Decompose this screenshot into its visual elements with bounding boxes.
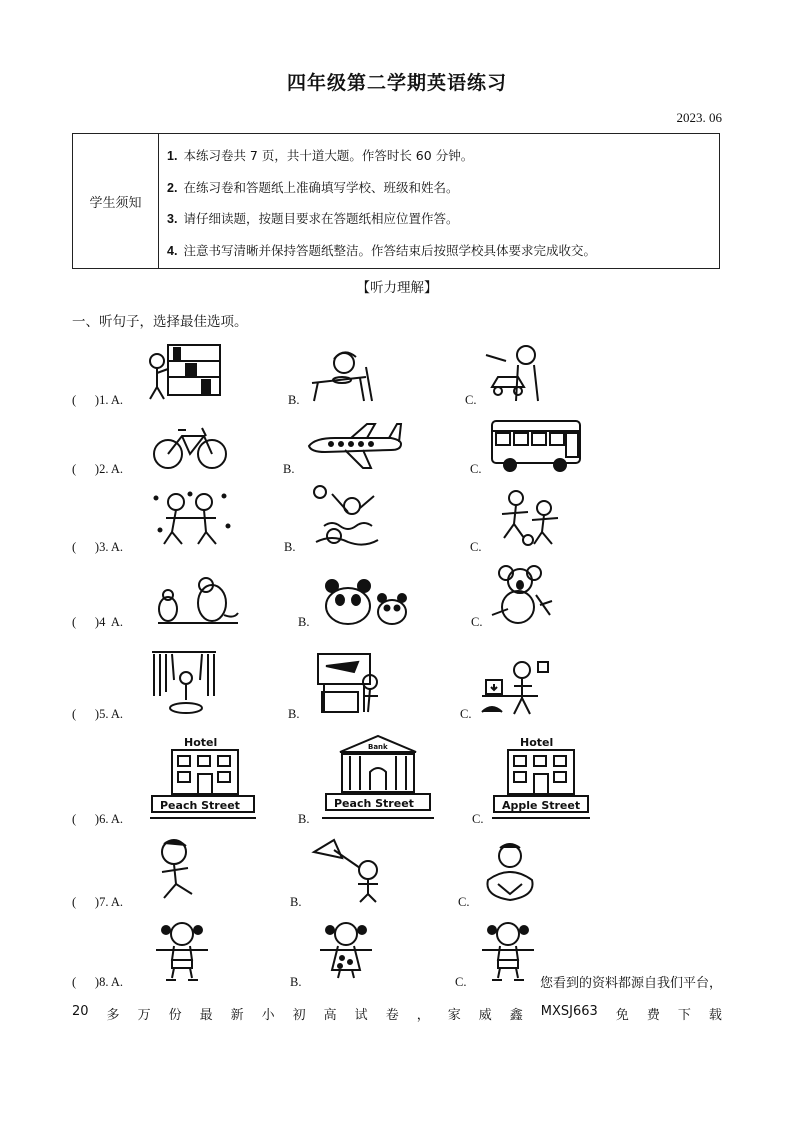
option-c-label: C.: [455, 975, 467, 989]
footer-word: 免: [615, 1008, 629, 1023]
kid-computer-icon: [478, 656, 556, 716]
airplane-icon: [305, 420, 405, 472]
footer-word: 最: [199, 1008, 213, 1023]
hotel-apple-street-icon: [492, 734, 592, 820]
question-label: ( )5. A.: [72, 707, 124, 721]
option-b-label: B.: [288, 707, 300, 721]
footer-word: 高: [323, 1008, 337, 1023]
footer-word: 下: [677, 1008, 691, 1023]
part-instruction: 一、听句子，选择最佳选项。: [72, 314, 248, 330]
footer-word: 威: [478, 1008, 492, 1023]
question-label: ( )8. A.: [72, 975, 124, 989]
notice-label: 学生须知: [73, 134, 159, 268]
option-b-label: B.: [288, 393, 300, 407]
option-b-label: B.: [298, 812, 310, 826]
section-title: 【听力理解】: [356, 280, 438, 296]
notice-list: [167, 146, 596, 272]
page-title: 四年级第二学期英语练习: [286, 72, 507, 94]
notice-text: 注意书写清晰并保持答题纸整洁。作答结束后按照学校具体要求完成收交。: [183, 242, 596, 258]
footer-word: 新: [230, 1008, 244, 1023]
kid-blackboard-icon: [314, 652, 384, 716]
option-b-label: B.: [284, 540, 296, 554]
footer-word: 万: [137, 1008, 151, 1023]
notice-num: 1.: [167, 149, 178, 163]
notice-num: 4.: [167, 243, 178, 258]
footer-note: 您看到的资料都源自我们平台，: [540, 976, 723, 991]
footer-word: 小: [261, 1008, 275, 1023]
footer-line: [72, 1004, 722, 1023]
street-sign: Apple Street: [502, 799, 581, 812]
option-c-label: C.: [470, 540, 482, 554]
footer-word: 份: [168, 1008, 182, 1023]
girl-skirt-icon: [478, 920, 538, 982]
bicycle-icon: [152, 420, 228, 472]
notice-text: 请仔细读题，按题目要求在答题纸相应位置作答。: [183, 211, 459, 226]
notice-item: [167, 178, 596, 210]
question-label: ( )6. A.: [72, 812, 124, 826]
question-label: ( )4 A.: [72, 615, 124, 629]
notice-box: [72, 133, 720, 269]
notice-text: 在练习卷和答题纸上准确填写学校、班级和姓名。: [183, 179, 459, 195]
footer-word: ，: [416, 1008, 430, 1023]
girl-shorts-icon: [152, 920, 212, 982]
footer-word: 家: [447, 1008, 461, 1023]
question-label: ( )1. A.: [72, 393, 124, 407]
girl-dress-icon: [316, 920, 376, 982]
koala-icon: [488, 565, 556, 627]
footer-word: 多: [106, 1008, 120, 1023]
hotel-sign: Hotel: [184, 736, 218, 749]
kids-snow-icon: [152, 490, 232, 548]
exam-date: 2023. 06: [676, 110, 722, 125]
stage-curtain-icon: [150, 650, 218, 716]
footer-word: 费: [646, 1008, 660, 1023]
bus-icon: [490, 417, 582, 473]
street-sign: Peach Street: [160, 799, 240, 812]
option-b-label: B.: [298, 615, 310, 629]
option-b-label: B.: [290, 975, 302, 989]
hotel-sign: Hotel: [520, 736, 554, 749]
question-label: ( )7. A.: [72, 895, 124, 909]
kid-swim-ring-icon: [484, 840, 538, 906]
notice-item: [167, 209, 596, 241]
option-c-label: C.: [460, 707, 472, 721]
option-c-label: C.: [465, 393, 477, 407]
hotel-peach-street-icon: [150, 734, 260, 820]
person-car-icon: [482, 343, 554, 405]
bank-sign: Bank: [368, 743, 388, 751]
footer-word: 鑫: [509, 1008, 523, 1023]
footer-word: 试: [354, 1008, 368, 1023]
kids-swimming-icon: [312, 484, 382, 548]
option-c-label: C.: [471, 615, 483, 629]
option-b-label: B.: [290, 895, 302, 909]
bank-peach-street-icon: [322, 732, 436, 820]
question-label: ( )3. A.: [72, 540, 124, 554]
notice-item: [167, 241, 596, 273]
footer-word: 初: [292, 1008, 306, 1023]
question-label: ( )2. A.: [72, 462, 124, 476]
notice-item: [167, 146, 596, 178]
kid-kite-icon: [312, 838, 392, 904]
option-c-label: C.: [470, 462, 482, 476]
kid-bookshelf-icon: [146, 343, 226, 403]
footer-word: 卷: [385, 1008, 399, 1023]
street-sign: Peach Street: [334, 797, 414, 810]
kids-football-icon: [494, 488, 566, 548]
footer-word: 20: [72, 1004, 89, 1019]
girl-eating-icon: [308, 347, 378, 403]
option-c-label: C.: [472, 812, 484, 826]
pandas-icon: [320, 572, 410, 628]
notice-num: 2.: [167, 180, 178, 195]
notice-num: 3.: [167, 212, 178, 226]
footer-word: MXSJ663: [540, 1004, 598, 1019]
option-c-label: C.: [458, 895, 470, 909]
notice-text: 本练习卷共 7 页，共十道大题。作答时长 60 分钟。: [183, 148, 474, 163]
beavers-icon: [154, 575, 240, 625]
option-b-label: B.: [283, 462, 295, 476]
footer-word: 载: [708, 1008, 722, 1023]
kid-running-icon: [152, 838, 208, 904]
